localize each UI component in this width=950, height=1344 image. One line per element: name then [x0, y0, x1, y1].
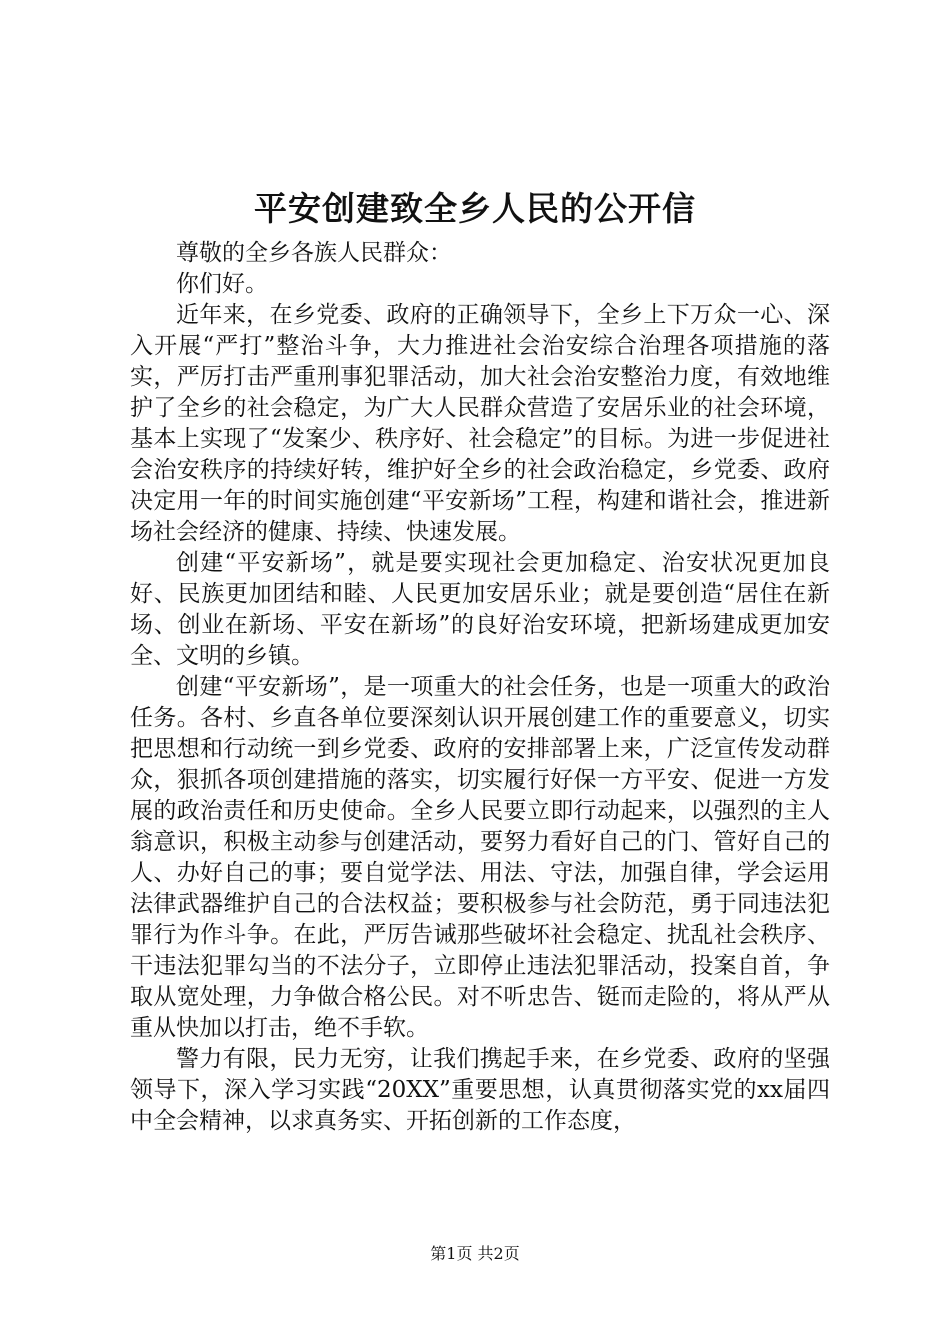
page-number-footer: 第1页 共2页 — [430, 1244, 520, 1263]
body-paragraph: 警力有限，民力无穷，让我们携起手来，在乡党委、政府的坚强领导下，深入学习实践“20XX”重要思想，认真贯彻落实党的xx届四中全会精神，以求真务实、开拓创新的工作态度， — [130, 1046, 830, 1134]
document-title: 平安创建致全乡人民的公开信 — [254, 189, 696, 228]
body-paragraph: 近年来，在乡党委、政府的正确领导下，全乡上下万众一心、深入开展“严打”整治斗争，大力推进社会治安综合治理各项措施的落实，严厉打击严重刑事犯罪活动，加大社会治安整治力度，有效地维护了全乡的社会稳定，为广大人民群众营造了安居乐业的社会环境，基本上实现了“发案少、秩序好、社会稳定”的目标。为进一步促进社会治安秩序的持续好转，维护好全乡的社会政治稳定，乡党委、政府决定用一年的时间实施创建“平安新场”工程，构建和谐社会，推进新场社会经济的健康、持续、快速发展。 — [130, 302, 830, 545]
greeting: 你们好。 — [176, 271, 268, 297]
body-paragraph: 创建“平安新场”，就是要实现社会更加稳定、治安状况更加良好、民族更加团结和睦、人民更加安居乐业；就是要创造“居住在新场、创业在新场、平安在新场”的良好治安环境，把新场建成更加安全、文明的乡镇。 — [130, 550, 830, 669]
body-paragraph: 创建“平安新场”，是一项重大的社会任务，也是一项重大的政治任务。各村、乡直各单位要深刻认识开展创建工作的重要意义，切实把思想和行动统一到乡党委、政府的安排部署上来，广泛宣传发动群众，狠抓各项创建措施的落实，切实履行好保一方平安、促进一方发展的政治责任和历史使命。全乡人民要立即行动起来，以强烈的主人翁意识，积极主动参与创建活动，要努力看好自己的门、管好自己的人、办好自己的事；要自觉学法、用法、守法，加强自律，学会运用法律武器维护自己的合法权益；要积极参与社会防范，勇于同违法犯罪行为作斗争。在此，严厉告诫那些破坏社会稳定、扰乱社会秩序、干违法犯罪勾当的不法分子，立即停止违法犯罪活动，投案自首，争取从宽处理，力争做合格公民。对不听忠告、铤而走险的，将从严从重从快加以打击，绝不手软。 — [130, 674, 830, 1041]
document-body — [130, 238, 830, 1137]
salutation: 尊敬的全乡各族人民群众： — [176, 240, 452, 266]
